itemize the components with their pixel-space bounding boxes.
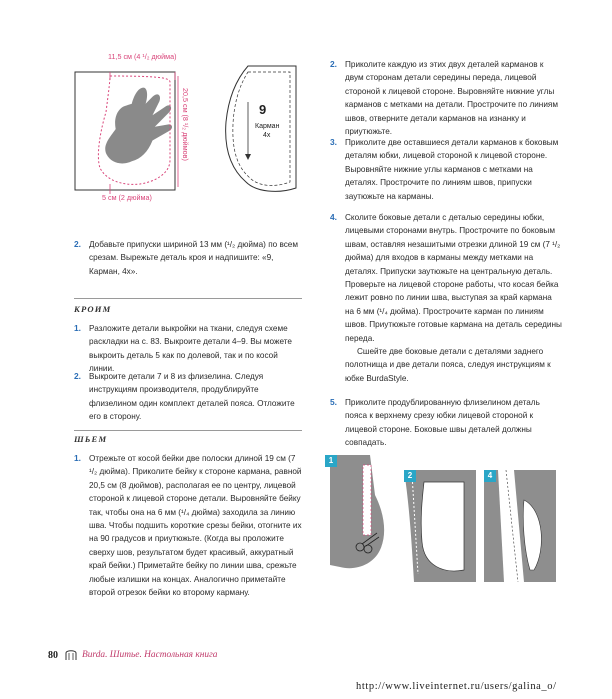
right-item-2 (330, 58, 562, 138)
left-s2-item-1 (74, 452, 302, 599)
dimension-bottom-label: 5 см (2 дюйма) (102, 193, 152, 202)
figure-badge: 2 (404, 470, 416, 482)
item-text: Добавьте припуски шириной 13 мм (¹/₂ дюйма) по всем срезам. Вырежьте деталь кроя и надпишите: «9, Карман, 4x». (89, 240, 298, 276)
left-s1-item-1 (74, 322, 302, 376)
right-item-5 (330, 396, 562, 450)
piece-label-pocket: Карман (255, 123, 280, 130)
left-item-2 (74, 238, 302, 278)
item-continuation: Сшейте две боковые детали с деталями заднего полотнища и две детали пояса, следуя инструкциям к юбке BurdaStyle. (345, 347, 551, 383)
item-text: Сколите боковые детали с деталью середины юбки, лицевыми сторонами внутрь. Прострочите по боковым швам, оставляя незашитыми отрезки длиной 19 см (7 ¹/₂ дюйма) для входов в карманы между метками на деталях. Припуски заутюжьте на центральную деталь. Проверьте на лицевой стороне работы, что косая бейка лежит ровно по линии шва, выступая за край кармана на 6 мм (¹/₄ дюйма). Прострочите карман по линиям швов. Приутюжьте готовые кармана на деталь середины переда. (345, 213, 562, 343)
item-text: Выкроите детали 7 и 8 из флизелина. Следуя инструкциям производителя, продублируйте флизелином один комплект деталей пояса. Отложите его в сторону. (89, 372, 295, 422)
item-number: 1. (74, 453, 81, 463)
source-url-link[interactable]: http://www.liveinternet.ru/users/galina_o/ (356, 681, 557, 692)
piece-number: 9 (259, 102, 267, 117)
figure-badge: 1 (325, 455, 337, 467)
step1-illustration (325, 455, 395, 575)
item-number: 5. (330, 397, 337, 407)
dimension-width-label: 11,5 см (4 ¹/₂ дюйма) (108, 52, 177, 61)
section-title-cutting: КРОИМ (74, 304, 112, 314)
piece-label-qty: 4x (263, 132, 271, 139)
item-text: Приколите две оставшиеся детали карманов к боковым деталям юбки, лицевой стороной к лицевой стороне. Выровняйте нижние углы карманов с метками на деталях. Прострочите по линиям швов, припуски заутюжьте на карманы. (345, 138, 559, 201)
section-title-sewing: ШЬЕМ (74, 434, 108, 444)
figure-step-2 (404, 470, 476, 582)
item-number: 2. (74, 371, 81, 381)
item-number: 4. (330, 212, 337, 222)
item-text: Разложите детали выкройки на ткани, следуя схеме раскладки на с. 83. Выкроите детали 4–9. Вы можете выкроить деталь 5 как по долевой, так и по косой линии. (89, 324, 292, 374)
section-rule (74, 430, 302, 431)
step2-illustration (404, 470, 476, 582)
dimension-height-label: 20,5 см (8 ¹/₂ дюймов) (181, 88, 190, 161)
item-number: 1. (74, 323, 81, 333)
item-number: 3. (330, 137, 337, 147)
burda-logo-icon (64, 648, 78, 660)
item-text: Приколите продублированную флизелином деталь пояса к верхнему срезу юбки лицевой стороной к лицевой стороне. Боковые швы деталей должны совпадать. (345, 398, 540, 448)
left-s1-item-2 (74, 370, 302, 424)
right-item-3 (330, 136, 562, 203)
figure-step-1 (325, 455, 395, 575)
step4-illustration (484, 470, 556, 582)
page-number: 80 (48, 650, 58, 661)
figure-badge: 4 (484, 470, 496, 482)
pattern-piece-9 (208, 62, 308, 212)
section-rule (74, 298, 302, 299)
figure-step-4 (484, 470, 556, 582)
right-item-4 (330, 211, 562, 385)
pocket-piece-outline (208, 62, 308, 212)
item-text: Приколите каждую из этих двух деталей карманов к двум сторонам детали середины переда, лицевой стороной к лицевой стороне. Выровняйте нижние углы карманов с метками на детали. Прострочите по линиям швов, отверните детали карманов на изнанку и приутюжьте. (345, 60, 558, 137)
item-number: 2. (74, 239, 81, 249)
item-number: 2. (330, 59, 337, 69)
book-title: Burda. Шитье. Настольная книга (82, 650, 218, 660)
item-text: Отрежьте от косой бейки две полоски длиной 19 см (7 ¹/₂ дюйма). Приколите бейку к стороне кармана, равной 20,5 см (8 дюймов), располагая ее по центру, лицевой стороной к лицевой стороне детали. Выровняйте бейку так, чтобы она на 6 мм (¹/₄ дюйма) заходила за линию шва. Чтобы подшить короткие срезы бейки, отогните их на 90 градусов и приутюжьте. (Когда вы проложите сверху шов, результатом будет красивый, аккуратный край бейки.) Приметайте бейку по линии шва, срежьте любые излишки на концах. Аналогично приметайте второй отрезок бейки ко второму карману. (89, 454, 302, 598)
